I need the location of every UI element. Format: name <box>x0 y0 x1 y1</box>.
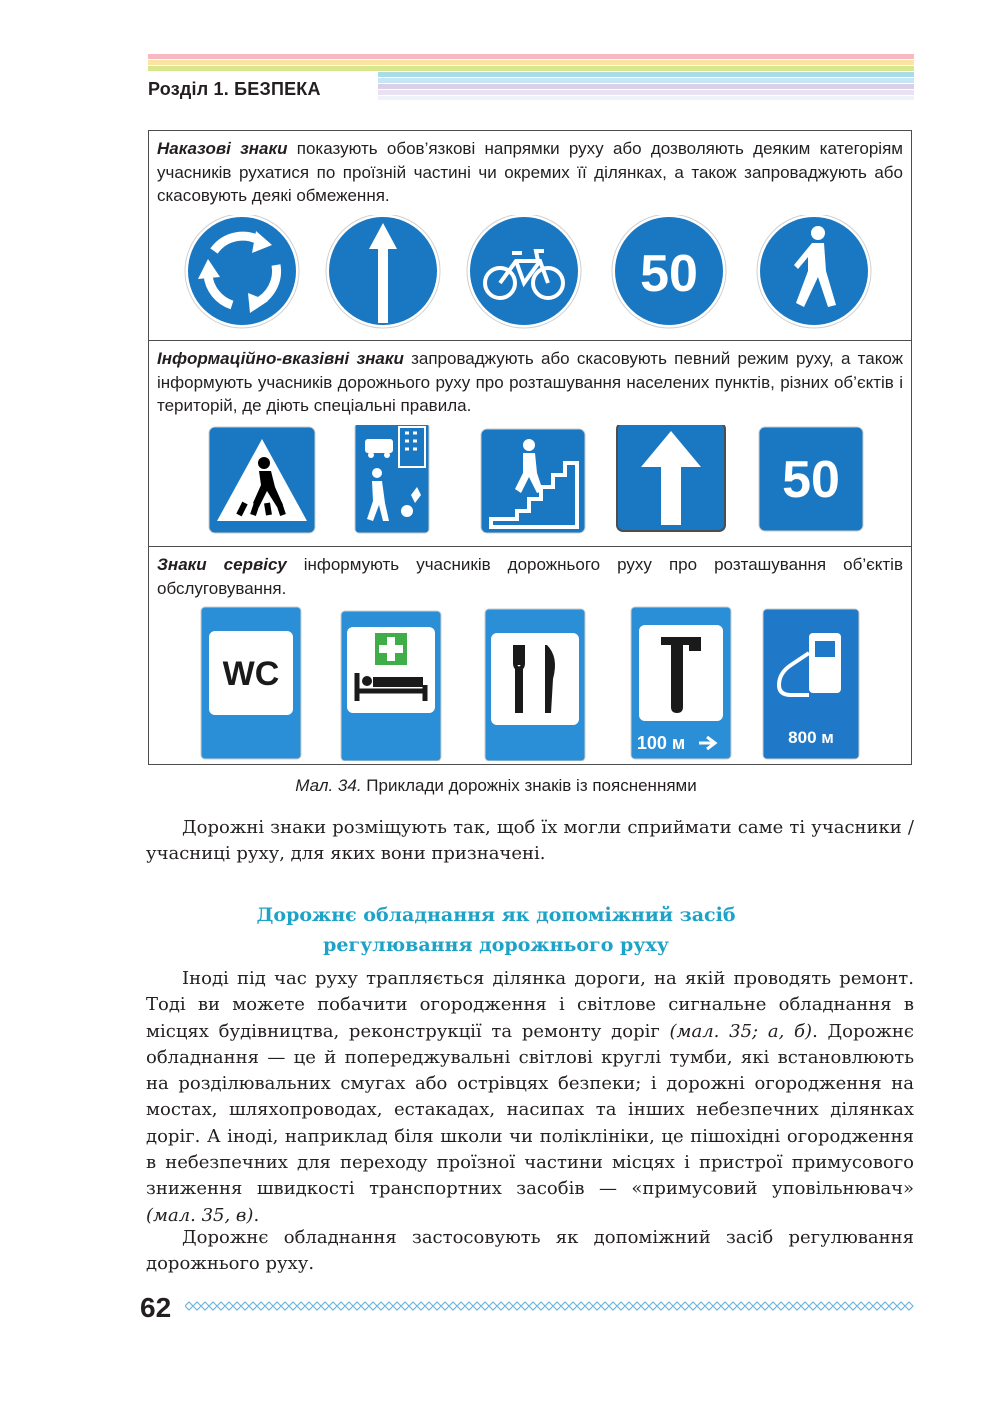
figure-section-informational <box>148 340 912 547</box>
section-description: Знаки сервісу інформують учасників дорожнього руху про розташування об’єктів обслуговування. <box>157 555 903 598</box>
restaurant-sign-icon <box>485 609 585 761</box>
paragraph-road-equipment: Іноді під час руху трапляється ділянка дороги, на якій проводять ремонт. Тоді ви можете побачити огородження і світлове сигнальне обладнання в місцях будівництва, реконструкції та ремонту доріг (мал. 35; а, б). Дорожнє обладнання — це й попереджувальні світлові круглі тумби, які встановлюють на розділювальних смугах або острівцях безпеки; і дорожні огородження на мостах, шляхопроводах, естакадах, насипах та інших небезпечних ділянках доріг. А іноді, наприклад біля школи чи поліклініки, це пішохідні огородження в небезпечних для переходу проїзної частини місцях і пристрої примусового зниження швидкості транспортних засобів — «примусовий уповільнювач» (мал. 35, в). <box>146 968 914 1226</box>
speed-limit-round-sign-icon <box>612 215 726 328</box>
straight-only-sign-icon <box>326 215 440 328</box>
section-term: Знаки сервісу <box>157 555 287 574</box>
underground-crossing-sign-icon <box>481 429 585 533</box>
footer-ornament <box>185 1300 915 1312</box>
figure-caption: Мал. 34. Приклади дорожніх знаків із поясненнями <box>295 776 697 795</box>
recommended-speed-sign-icon <box>759 427 863 531</box>
roundabout-sign-icon <box>185 215 299 328</box>
section-term: Інформаційно-вказівні знаки <box>157 349 404 368</box>
fuel-distance: 800 м <box>788 728 834 747</box>
section-description: Наказові знаки показують обов’язкові напрямки руху або дозволяють деяким категоріям учасників рухатися по проїзній частині чи окремих її ділянках, а також запроваджують або скасовують деякі обмеження. <box>157 139 903 205</box>
caption-label: Мал. 34. <box>295 776 362 795</box>
section-heading: Дорожнє обладнання як допоміжний засіб регулювання дорожнього руху <box>256 904 736 956</box>
figure-reference: (мал. 35; а, б) <box>669 1020 813 1042</box>
pedestrian-crossing-sign-icon <box>209 427 315 533</box>
fuel-station-sign-icon <box>763 609 859 759</box>
section-description: Інформаційно-вказівні знаки запроваджують або скасовують певний режим руху, а також інформують учасників дорожнього руху про розташування населених пунктів, різних об’єктів і територій, де діють спеціальні правила. <box>157 349 903 415</box>
speed-round-value: 50 <box>640 245 698 303</box>
speed-square-value: 50 <box>782 451 840 509</box>
figure-section-service <box>148 546 912 765</box>
page-number: 62 <box>140 1292 172 1323</box>
mandatory-signs-row <box>149 215 911 337</box>
residential-zone-sign-icon <box>355 425 429 533</box>
bicycle-path-sign-icon <box>467 215 581 328</box>
service-signs-row <box>149 605 911 761</box>
figure-section-mandatory <box>148 130 912 341</box>
paragraph-signs-placement: Дорожні знаки розміщують так, щоб їх могли сприймати саме ті учасники / учасниці руху, для яких вони призначені. <box>146 817 914 865</box>
paragraph-equipment-use: Дорожнє обладнання застосовують як допоміжний засіб регулювання дорожнього руху. <box>146 1227 914 1275</box>
hotel-first-aid-sign-icon <box>341 611 441 761</box>
informational-signs-row <box>149 425 911 535</box>
chapter-title: Розділ 1. БЕЗПЕКА <box>148 79 321 99</box>
pedestrian-path-sign-icon <box>757 215 871 328</box>
wc-label: WC <box>222 655 280 693</box>
repair-service-sign-icon <box>631 607 731 759</box>
repair-distance: 100 м <box>636 733 686 753</box>
toilet-sign-icon <box>201 607 301 759</box>
one-way-road-sign-icon <box>617 425 725 531</box>
figure-reference: (мал. 35, в) <box>146 1204 254 1226</box>
section-term: Наказові знаки <box>157 139 288 158</box>
